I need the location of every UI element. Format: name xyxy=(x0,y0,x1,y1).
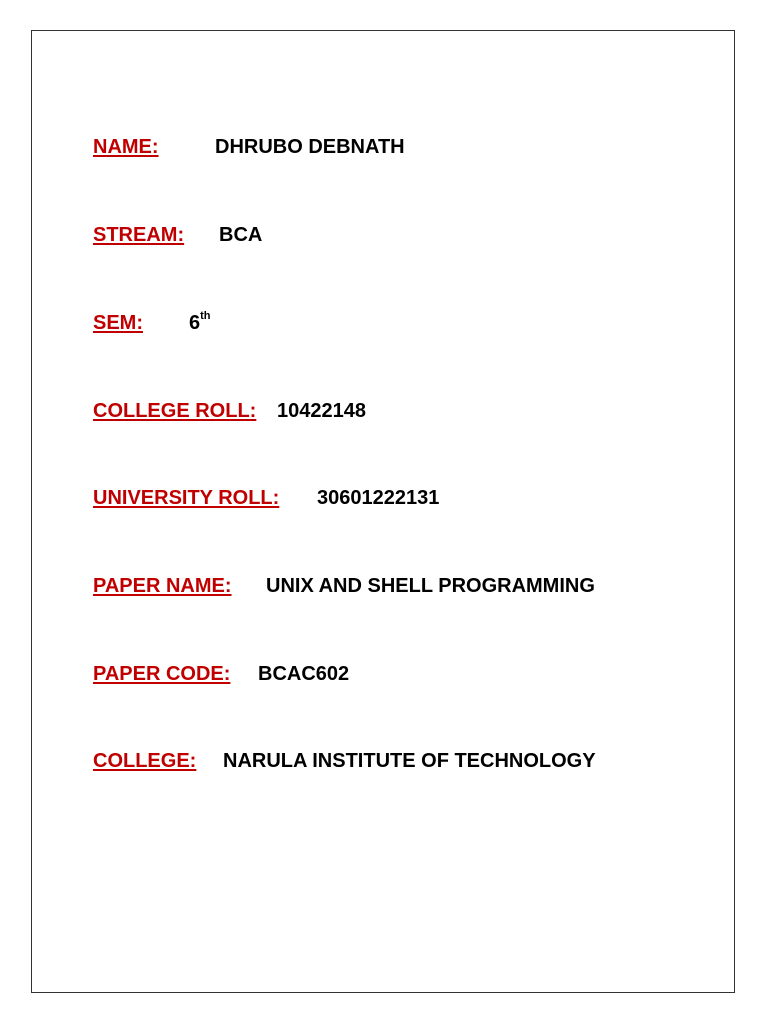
sem-value-wrapper xyxy=(189,309,211,337)
cover-page xyxy=(31,30,735,993)
college-value: NARULA INSTITUTE OF TECHNOLOGY xyxy=(223,750,596,772)
name-value: DHRUBO DEBNATH xyxy=(215,136,405,158)
college-label: COLLEGE: xyxy=(93,750,197,772)
paper-code-value: BCAC602 xyxy=(258,663,350,685)
sem-label: SEM: xyxy=(93,312,143,334)
university-roll-value: 30601222131 xyxy=(317,487,440,509)
paper-name-value: UNIX AND SHELL PROGRAMMING xyxy=(266,575,595,597)
college-roll-label: COLLEGE ROLL: xyxy=(93,400,257,422)
sem-suffix: th xyxy=(200,310,211,323)
paper-code-label: PAPER CODE: xyxy=(93,663,231,685)
name-label: NAME: xyxy=(93,136,159,158)
stream-label: STREAM: xyxy=(93,224,185,246)
paper-name-label: PAPER NAME: xyxy=(93,575,232,597)
university-roll-label: UNIVERSITY ROLL: xyxy=(93,487,280,509)
stream-value: BCA xyxy=(219,224,263,246)
sem-value: 6 xyxy=(189,312,201,334)
college-roll-value: 10422148 xyxy=(277,400,366,422)
